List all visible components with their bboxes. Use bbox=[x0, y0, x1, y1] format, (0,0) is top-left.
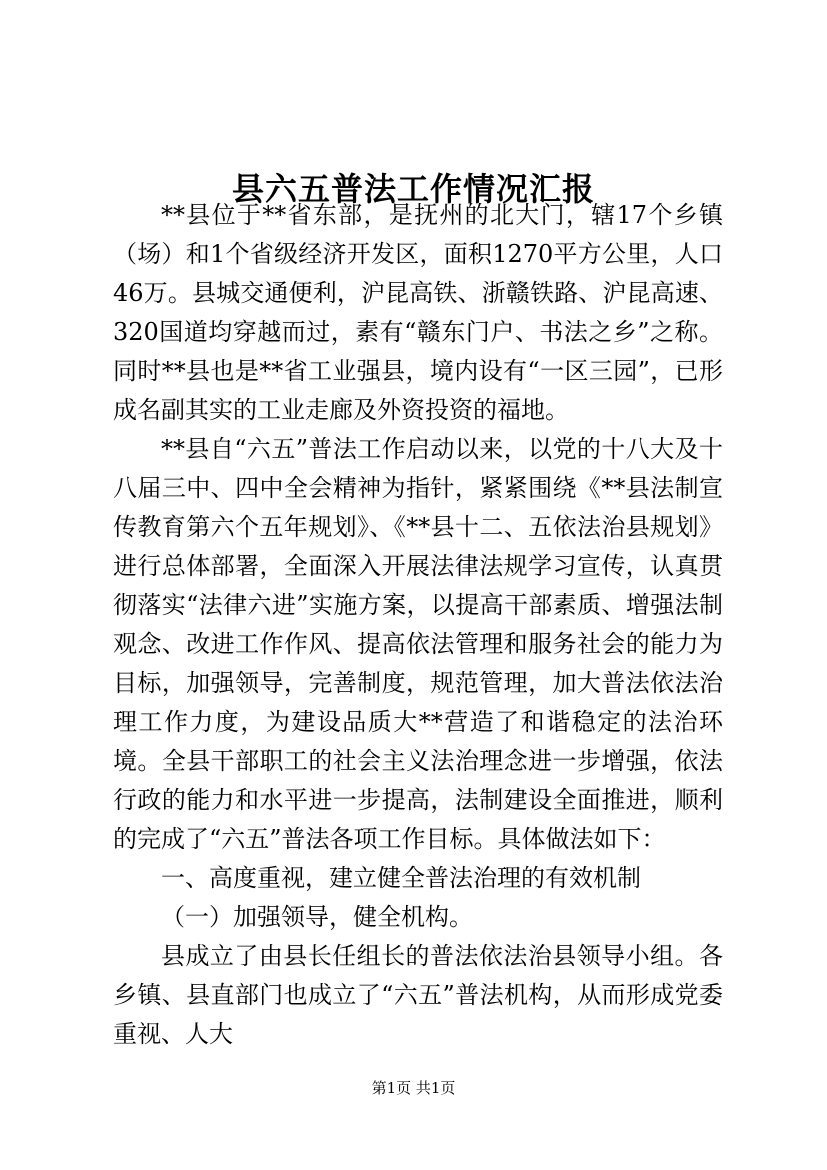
paragraph-leadership-group: 县成立了由县长任组长的普法依法治县领导小组。各乡镇、县直部门也成立了“六五”普法机构，从而形成党委重视、人大 bbox=[113, 942, 723, 1048]
page-footer: 第1页 共1页 bbox=[371, 1079, 456, 1097]
document-title: 县六五普法工作情况汇报 bbox=[231, 170, 595, 209]
document-body bbox=[113, 196, 723, 1048]
paragraph-county-overview: **县位于**省东部，是抚州的北大门，辖17个乡镇（场）和1个省级经济开发区，面积1270平方公里，人口46万。县城交通便利，沪昆高铁、浙赣铁路、沪昆高速、320国道均穿越而过，素有“赣东门户、书法之乡”之称。同时**县也是**省工业强县，境内设有“一区三园”，已形成名副其实的工业走廊及外资投资的福地。 bbox=[113, 201, 723, 424]
paragraph-law-education-summary: **县自“六五”普法工作启动以来，以党的十八大及十八届三中、四中全会精神为指针，紧紧围绕《**县法制宣传教育第六个五年规划》、《**县十二、五依法治县规划》进行总体部署，全面深入开展法律法规学习宣传，认真贯彻落实“法律六进”实施方案，以提高干部素质、增强法制观念、改进工作作风、提高依法管理和服务社会的能力为目标，加强领导，完善制度，规范管理，加大普法依法治理工作力度，为建设品质大**营造了和谐稳定的法治环境。全县干部职工的社会主义法治理念进一步增强，依法行政的能力和水平进一步提高，法制建设全面推进，顺利的完成了“六五”普法各项工作目标。具体做法如下： bbox=[113, 435, 723, 853]
subsection-heading: （一）加强领导，健全机构。 bbox=[161, 903, 473, 931]
section-heading: 一、高度重视，建立健全普法治理的有效机制 bbox=[161, 864, 641, 892]
